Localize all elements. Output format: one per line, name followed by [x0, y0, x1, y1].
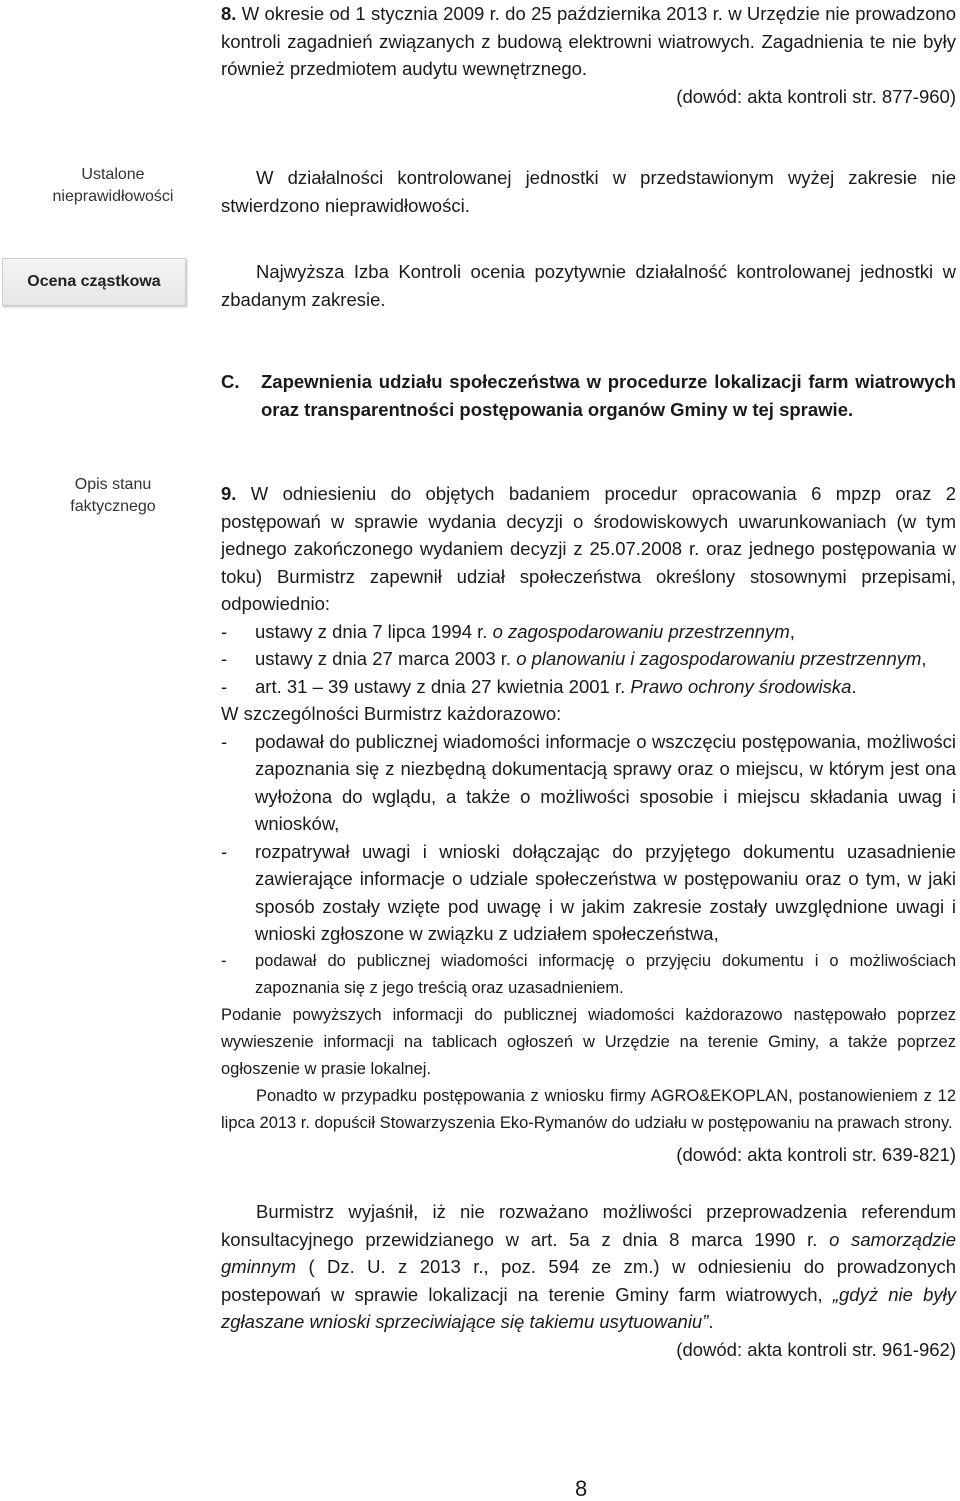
sidebar-label-opis: Opis stanu faktycznego — [70, 476, 156, 515]
dash: - — [221, 620, 228, 642]
section-8-text — [221, 0, 956, 83]
section-c — [221, 368, 956, 424]
law-item — [221, 618, 956, 646]
page-number: 8 — [575, 1476, 588, 1501]
ocena-text — [221, 258, 956, 314]
paragraph-ponadto: Ponadto w przypadku postępowania z wniosku firmy AGRO&EKOPLAN, postanowieniem z 12 lipca 2013 r. dopuścił Stowarzyszenia Eko-Rymanów do udziału w postępowaniu na prawach strony. — [221, 1086, 956, 1132]
section-c-heading — [221, 368, 956, 424]
section-8-body: W okresie od 1 stycznia 2009 r. do 25 października 2013 r. w Urzędzie nie prowadzono kontroli zagadnień związanych z budową elektrowni wiatrowych. Zagadnienia te nie były również przedmiotem audytu wewnętrznego. — [221, 3, 956, 79]
paragraph-burmistrz: Burmistrz wyjaśnił, iż nie rozważano możliwości przeprowadzenia referendum konsultacyjnego przewidzianego w art. 5a z dnia 8 marca 1990 r. o samorządzie gminnym ( Dz. U. z 2013 r., poz. 594 ze zm.) w odniesieniu do prowadzonych postepowań w sprawie lokalizacji na terenie Gminy farm wiatrowych, „gdyż nie były zgłaszane wnioski sprzeciwiające się takiemu usytuowaniu”. — [221, 1201, 956, 1332]
section-9 — [221, 480, 956, 1363]
ustalone-text — [221, 164, 956, 220]
action-item — [221, 838, 956, 948]
law-text: ustawy z dnia 27 marca 2003 r. o planowaniu i zagospodarowaniu przestrzennym, — [255, 648, 927, 669]
law-text: ustawy z dnia 7 lipca 1994 r. o zagospodarowaniu przestrzennym, — [255, 620, 795, 642]
section-c-title: Zapewnienia udziału społeczeństwa w procedurze lokalizacji farm wiatrowych oraz transparentności postępowania organów Gminy w tej sprawie. — [261, 371, 956, 420]
action-item — [221, 728, 956, 838]
dash: - — [221, 648, 228, 669]
ustalone-paragraph: W działalności kontrolowanej jednostki w przedstawionym wyżej zakresie nie stwierdzono nieprawidłowości. — [221, 167, 956, 216]
law-item — [221, 645, 956, 673]
section-9-number: 9. — [221, 483, 237, 504]
law-item — [221, 673, 956, 701]
sidebar-label-ustalone: Ustalone nieprawidłowości — [52, 166, 174, 205]
actions-lead: W szczególności Burmistrz każdorazowo: — [221, 703, 562, 724]
evidence-9b: (dowód: akta kontroli str. 961-962) — [676, 1338, 956, 1360]
dash: - — [221, 951, 227, 970]
action-item — [221, 948, 956, 1002]
evidence-9a: (dowód: akta kontroli str. 639-821) — [676, 1143, 956, 1165]
ocena-paragraph: Najwyższa Izba Kontroli ocenia pozytywnie działalność kontrolowanej jednostki w zbadanym zakresie. — [221, 261, 956, 310]
action-text: rozpatrywał uwagi i wnioski dołączając do przyjętego dokumentu uzasadnienie zawierające informacje o udziale społeczeństwa w postępowaniu oraz o tym, w jaki sposób zostały wzięte pod uwagę i w jakim zakresie zostały uwzględnione uwagi i wnioski zgłoszone w związku z udziałem społeczeństwa, — [255, 840, 956, 944]
law-text: art. 31 – 39 ustawy z dnia 27 kwietnia 2001 r. Prawo ochrony środowiska. — [255, 675, 857, 697]
evidence-8: (dowód: akta kontroli str. 877-960) — [676, 85, 956, 107]
dash: - — [221, 840, 228, 862]
section-8-number: 8. — [221, 3, 237, 24]
action-text: podawał do publicznej wiadomości informację o przyjęciu dokumentu i o możliwościach zapoznania się z jego treścią oraz uzasadnieniem. — [255, 951, 956, 997]
dash: - — [221, 675, 228, 697]
section-8 — [221, 0, 956, 110]
action-text: podawał do publicznej wiadomości informacje o wszczęciu postępowania, możliwości zapoznania się z niezbędną dokumentacją sprawy oraz o miejscu, w którym jest ona wyłożona do wglądu, a także o możliwości sposobie i miejscu składania uwag i wniosków, — [255, 730, 956, 834]
sidebar-label-ocena: Ocena cząstkowa — [2, 258, 186, 306]
section-c-label: C. — [221, 371, 240, 392]
section-9-intro — [221, 480, 956, 618]
paragraph-podanie: Podanie powyższych informacji do publicznej wiadomości każdorazowo następowało poprzez wywieszenie informacji na tablicach ogłoszeń w Urzędzie na terenie Gminy, a także poprzez ogłoszenie w prasie lokalnej. — [221, 1005, 956, 1078]
section-9-intro-text: W odniesieniu do objętych badaniem procedur opracowania 6 mpzp oraz 2 postępowań w sprawie wydania decyzji o środowiskowych uwarunkowaniach (w tym jednego zakończonego wydaniem decyzji z 25.07.2008 r. oraz jednego postępowania w toku) Burmistrz zapewnił udział społeczeństwa określony stosownymi przepisami, odpowiednio: — [221, 483, 956, 614]
dash: - — [221, 730, 228, 752]
